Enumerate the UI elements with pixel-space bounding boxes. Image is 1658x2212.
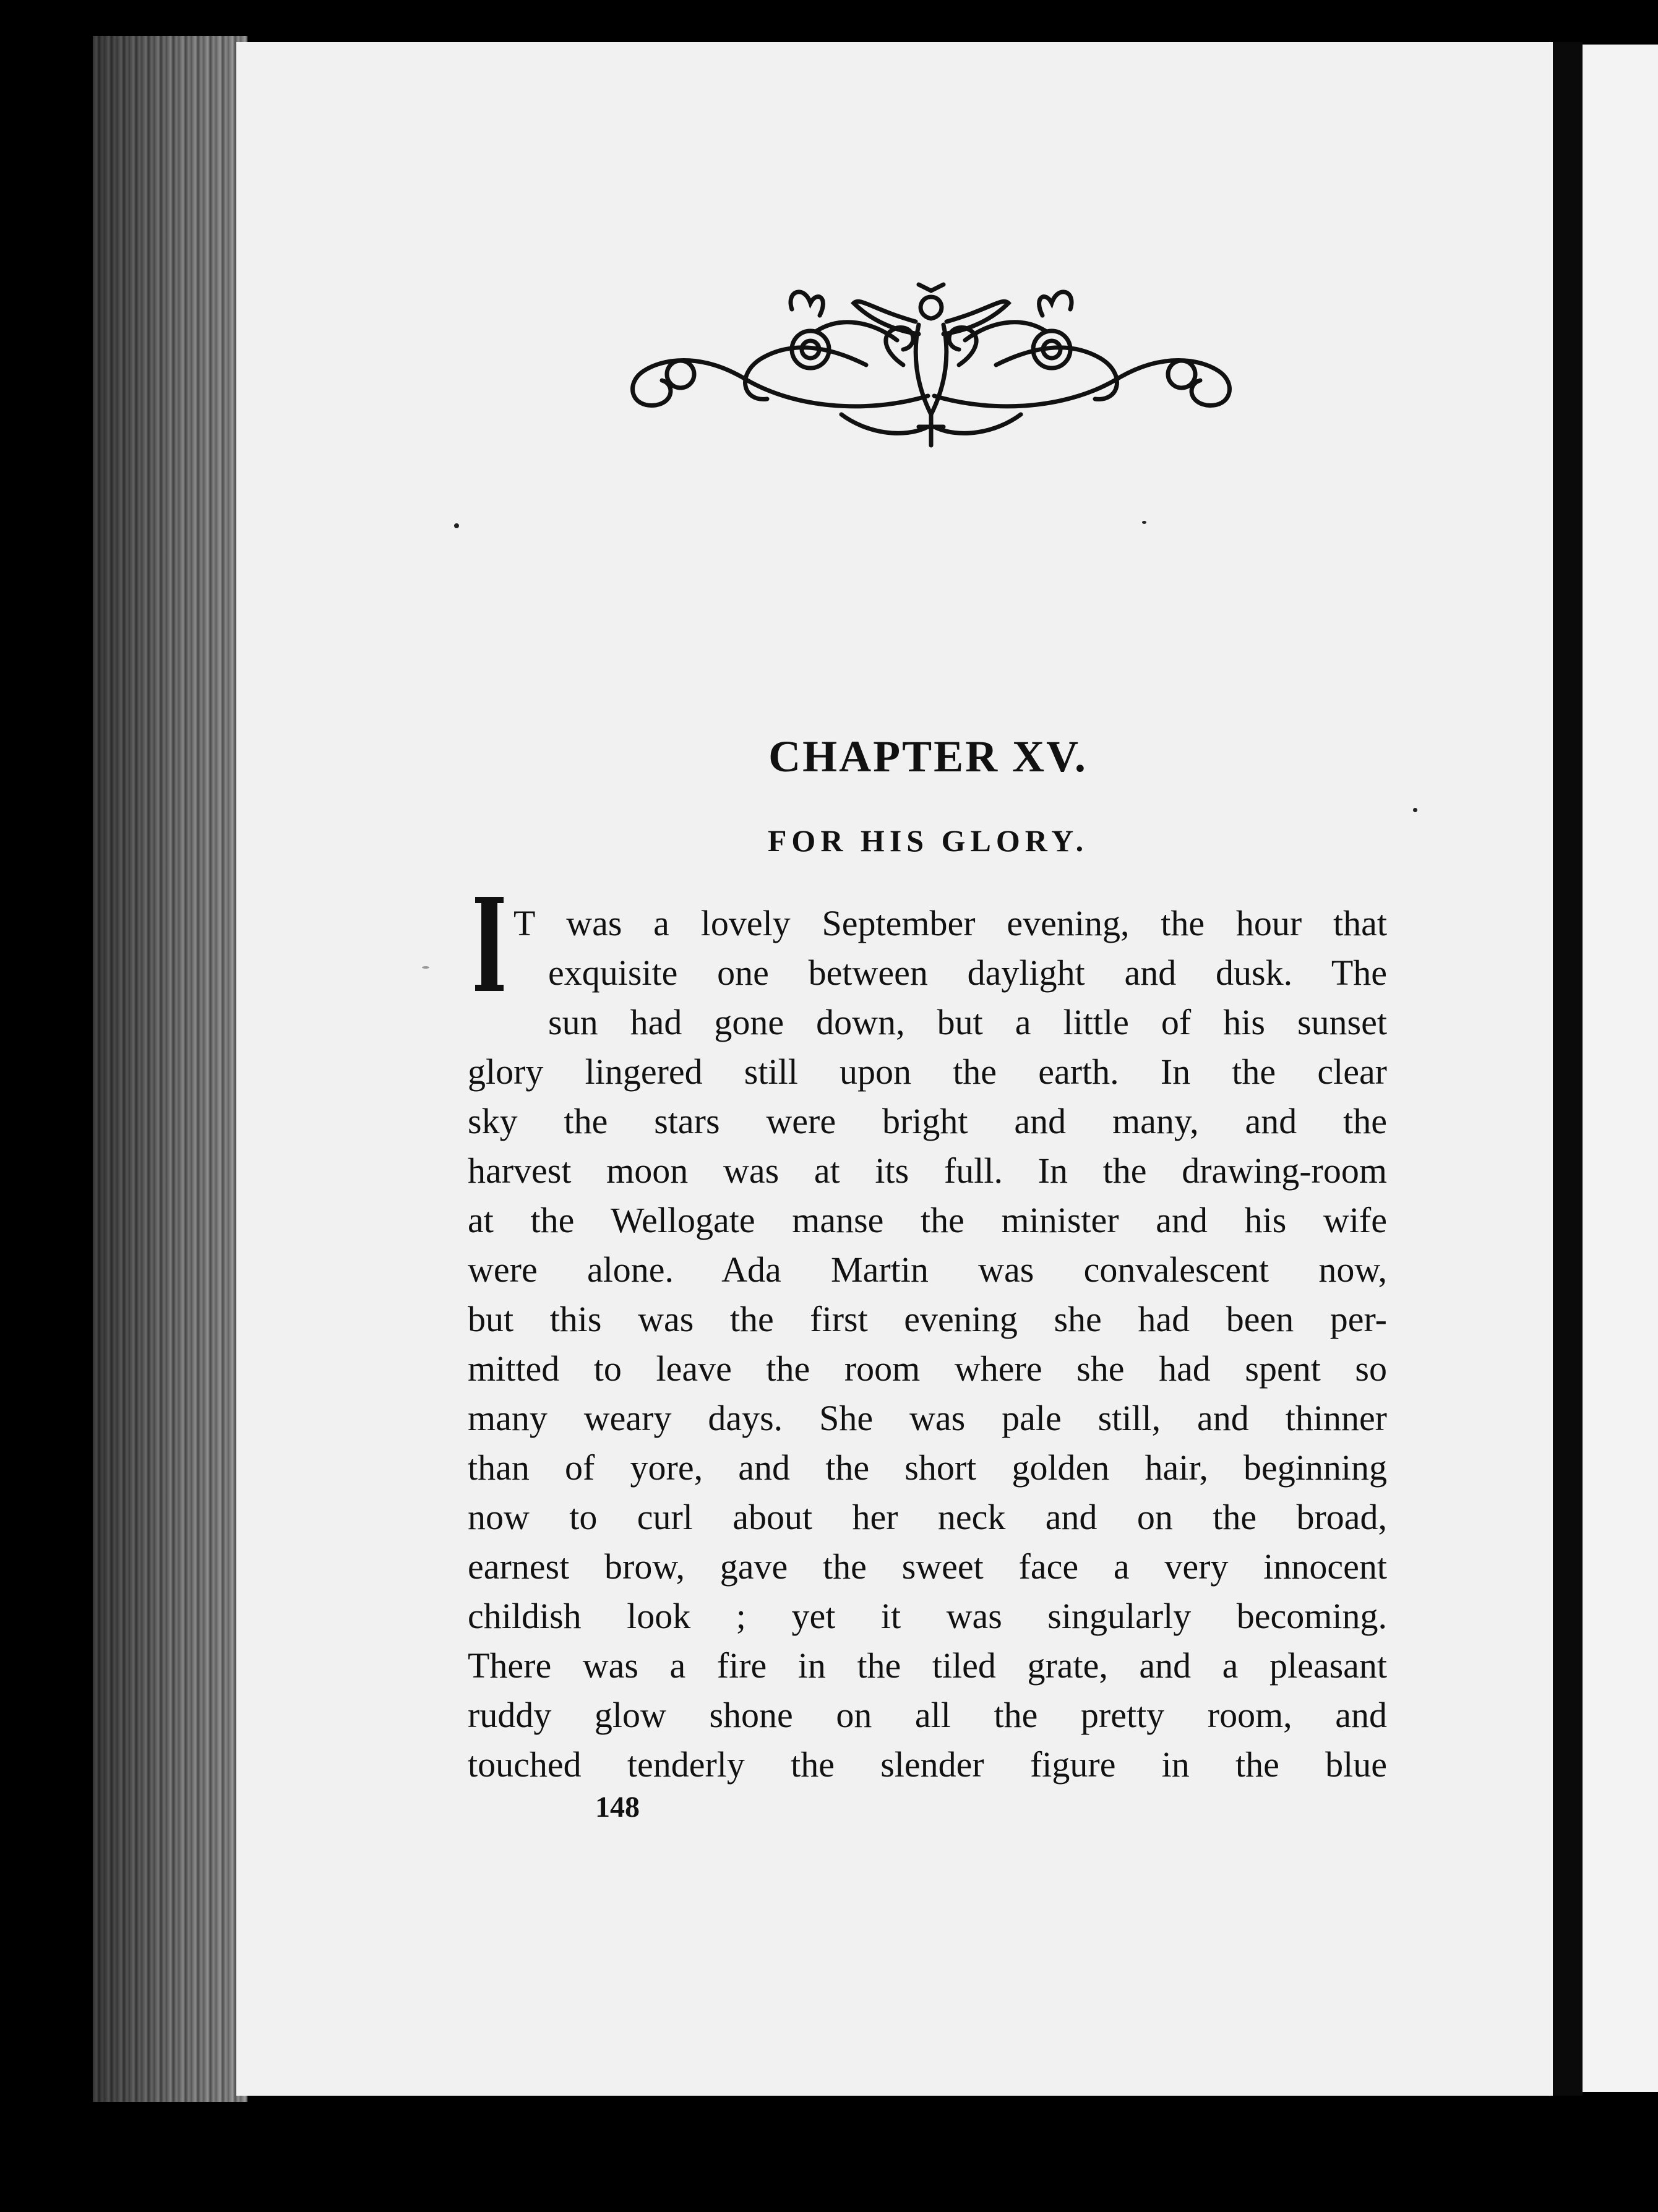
body-line: exquisite one between daylight and dusk. The	[548, 953, 1387, 993]
body-line: There was a fire in the tiled grate, and a pleasant	[468, 1645, 1387, 1686]
chapter-subtitle: FOR HIS GLORY.	[767, 823, 1089, 858]
scan-speck	[1413, 808, 1417, 812]
body-line: touched tenderly the slender figure in the blue	[468, 1744, 1387, 1785]
body-line: sky the stars were bright and many, and the	[468, 1101, 1387, 1141]
page-number: 148	[595, 1791, 640, 1824]
body-line: but this was the first evening she had been per-	[468, 1299, 1387, 1339]
body-line: were alone. Ada Martin was convalescent now,	[468, 1250, 1387, 1290]
gutter	[1553, 42, 1583, 2096]
body-line: T was a lovely September evening, the hour that	[513, 903, 1387, 943]
body-line: at the Wellogate manse the minister and his wife	[468, 1200, 1387, 1240]
scan-speck	[454, 523, 459, 528]
chapter-title: CHAPTER XV.	[768, 732, 1088, 781]
body-line: mitted to leave the room where she had spent so	[468, 1348, 1387, 1389]
ornament-icon	[606, 272, 1256, 452]
scan-speck	[422, 966, 429, 969]
body-line: many weary days. She was pale still, and thinner	[468, 1398, 1387, 1438]
dropcap-letter	[481, 897, 497, 991]
body-line: now to curl about her neck and on the broad,	[468, 1497, 1387, 1537]
body-line: than of yore, and the short golden hair, beginning	[468, 1447, 1387, 1488]
page-edges-shadow	[93, 36, 247, 2102]
scan-speck	[1142, 521, 1146, 524]
body-line: earnest brow, gave the sweet face a very innocent	[468, 1546, 1387, 1587]
body-line: harvest moon was at its full. In the drawing-room	[468, 1151, 1387, 1191]
body-line: glory lingered still upon the earth. In the clear	[468, 1052, 1387, 1092]
body-line: sun had gone down, but a little of his sunset	[548, 1002, 1387, 1042]
body-line: ruddy glow shone on all the pretty room, and	[468, 1695, 1387, 1735]
facing-page-edge	[1583, 45, 1658, 2092]
body-line: childish look ; yet it was singularly becoming.	[468, 1596, 1387, 1636]
